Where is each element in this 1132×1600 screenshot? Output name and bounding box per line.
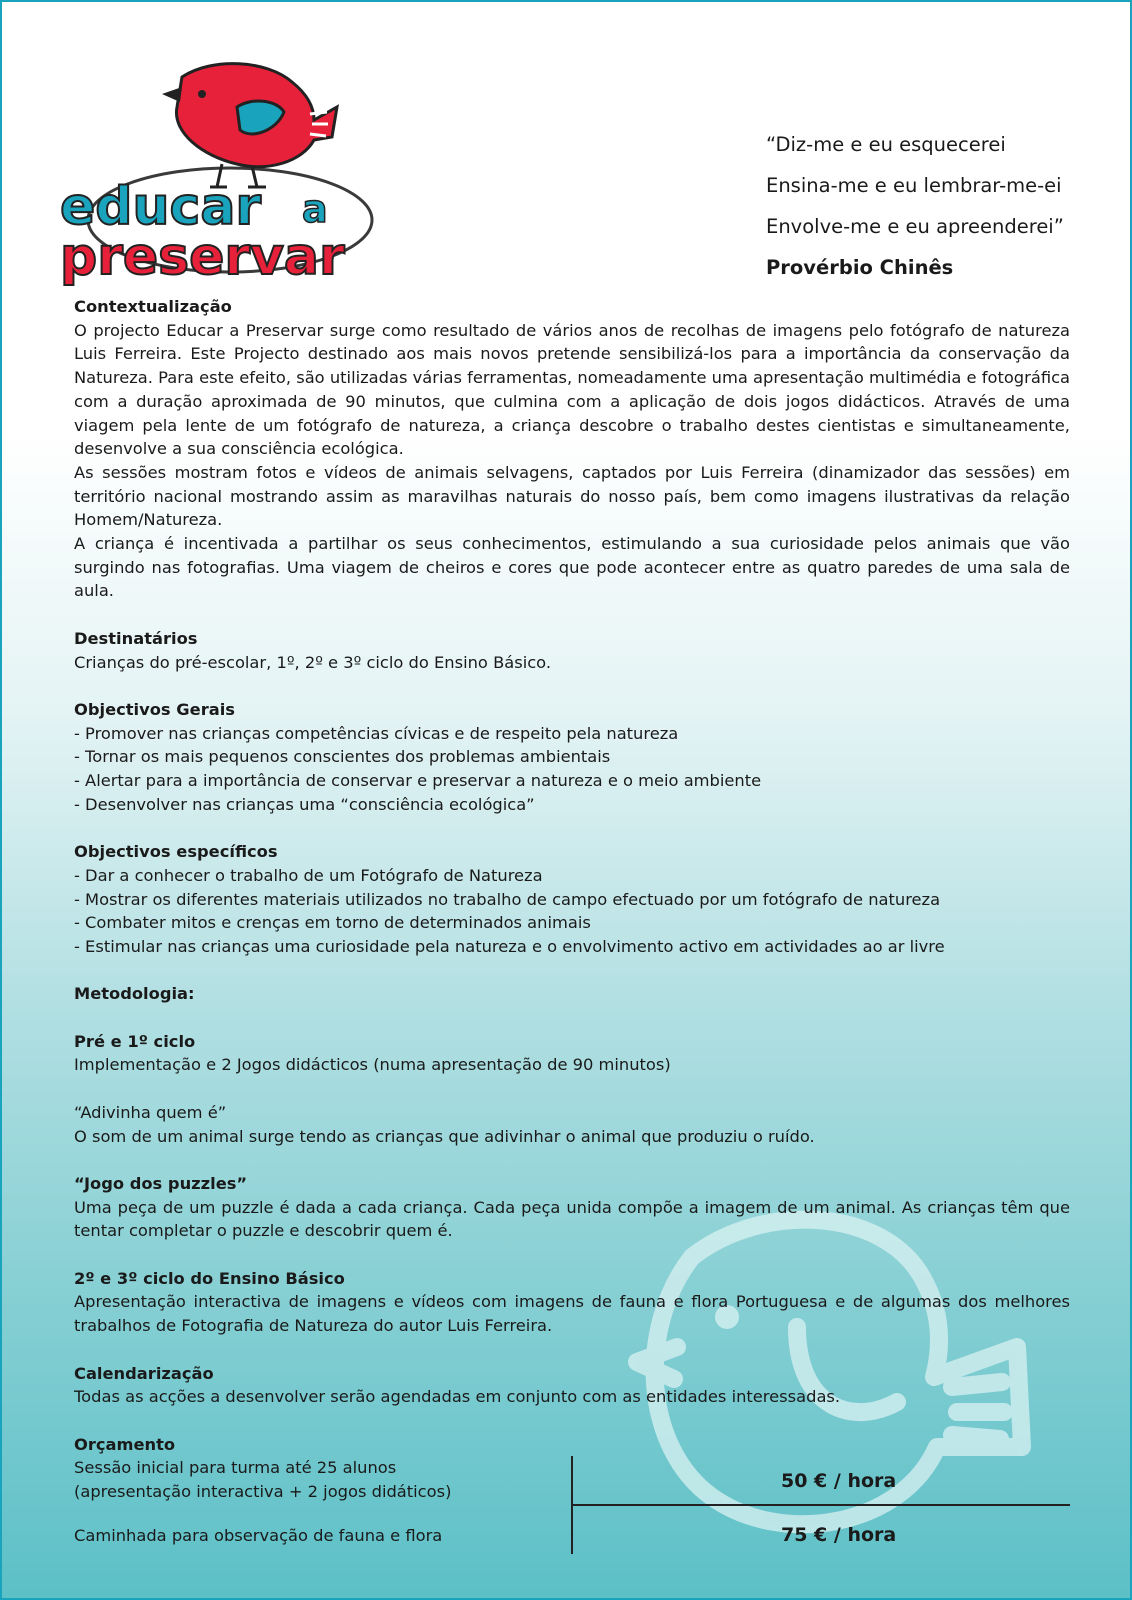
budget-row-1-line-1: Sessão inicial para turma até 25 alunos xyxy=(74,1458,397,1478)
basic-cycle-title: 2º e 3º ciclo do Ensino Básico xyxy=(74,1268,345,1288)
list-item: - Dar a conhecer o trabalho de um Fotógrafo de Natureza xyxy=(74,865,543,885)
budget-row-1-description xyxy=(74,1456,554,1503)
audience-title: Destinatários xyxy=(74,628,198,648)
game2-title: “Jogo dos puzzles” xyxy=(74,1173,248,1193)
budget-divider-horizontal xyxy=(571,1504,1070,1506)
methodology-title: Metodologia: xyxy=(74,984,195,1004)
list-item: - Desenvolver nas crianças uma “consciência ecológica” xyxy=(74,794,535,814)
budget-row-1-price: 50 € / hora xyxy=(781,1470,897,1493)
list-item: - Estimular nas crianças uma curiosidade pela natureza e o envolvimento activo em actividades ao ar livre xyxy=(74,936,945,956)
main-content xyxy=(74,295,1070,1568)
budget-title: Orçamento xyxy=(74,1434,176,1454)
context-paragraph-1: O projecto Educar a Preservar surge como resultado de vários anos de recolhas de imagens pelo fotógrafo de natureza Luis Ferreira. Este Projecto destinado aos mais novos pretende sensibilizá-los para a importância da conservação da Natureza. Para este efeito, são utilizadas várias ferramentas, nomeadamente uma apresentação multimédia e fotográfica com a duração aproximada de 90 minutos, que culmina com a aplicação de dois jogos didácticos. Através de uma viagem pela lente de um fotógrafo de natureza, a criança descobre o trabalho destes cientistas e simultaneamente, desenvolve a sua consciência ecológica. xyxy=(74,320,1070,459)
schedule-title: Calendarização xyxy=(74,1363,214,1383)
general-goals-list xyxy=(74,722,1070,817)
list-item: - Tornar os mais pequenos conscientes dos problemas ambientais xyxy=(74,747,611,767)
logo-word-educar: educar xyxy=(60,177,262,237)
list-item: - Alertar para a importância de conservar e preservar a natureza e o meio ambiente xyxy=(74,771,762,791)
pre-cycle-title: Pré e 1º ciclo xyxy=(74,1031,196,1051)
logo-word-a: a xyxy=(302,187,328,231)
budget-row-1-line-2: (apresentação interactiva + 2 jogos didáticos) xyxy=(74,1482,452,1501)
general-goals-title: Objectivos Gerais xyxy=(74,699,235,719)
budget-table xyxy=(74,1456,1070,1568)
quote-line-1: “Diz-me e eu esquecerei xyxy=(766,133,1006,156)
proverb-quote xyxy=(766,124,1106,288)
game1-text: O som de um animal surge tendo as crianças que adivinhar o animal que produziu o ruído. xyxy=(74,1126,815,1146)
context-paragraph-2: As sessões mostram fotos e vídeos de animais selvagens, captados por Luis Ferreira (dinamizador das sessões) em território nacional mostrando assim as maravilhas naturais do nosso país, bem como imagens ilustrativas da relação Homem/Natureza. xyxy=(74,462,1070,530)
logo-word-preservar: preservar xyxy=(60,227,345,287)
budget-row-2-price: 75 € / hora xyxy=(781,1524,897,1547)
budget-row-2-description: Caminhada para observação de fauna e flora xyxy=(74,1526,443,1546)
specific-goals-list xyxy=(74,864,1070,959)
schedule-text: Todas as acções a desenvolver serão agendadas em conjunto com as entidades interessadas. xyxy=(74,1387,841,1407)
quote-author: Provérbio Chinês xyxy=(766,256,954,279)
quote-line-2: Ensina-me e eu lembrar-me-ei xyxy=(766,174,1062,197)
audience-text: Crianças do pré-escolar, 1º, 2º e 3º ciclo do Ensino Básico. xyxy=(74,652,552,672)
context-title: Contextualização xyxy=(74,297,232,316)
context-paragraph-3: A criança é incentivada a partilhar os seus conhecimentos, estimulando a sua curiosidade pelos animais que vão surgindo nas fotografias. Uma viagem de cheiros e cores que pode acontecer entre as quatro paredes de uma sala de aula. xyxy=(74,534,1070,601)
quote-line-3: Envolve-me e eu apreenderei” xyxy=(766,215,1064,238)
list-item: - Combater mitos e crenças em torno de determinados animais xyxy=(74,913,591,933)
specific-goals-title: Objectivos específicos xyxy=(74,842,278,862)
list-item: - Mostrar os diferentes materiais utilizados no trabalho de campo efectuado por um fotógrafo de natureza xyxy=(74,889,941,909)
basic-cycle-text: Apresentação interactiva de imagens e vídeos com imagens de fauna e flora Portuguesa e de algumas dos melhores trabalhos de Fotografia de Natureza do autor Luis Ferreira. xyxy=(74,1292,1070,1336)
game2-text: Uma peça de um puzzle é dada a cada criança. Cada peça unida compõe a imagem de um animal. As crianças têm que tentar completar o puzzle e descobrir quem é. xyxy=(74,1197,1070,1241)
list-item: - Promover nas crianças competências cívicas e de respeito pela natureza xyxy=(74,723,679,743)
educar-a-preservar-logo xyxy=(52,52,382,292)
pre-cycle-text: Implementação e 2 Jogos didácticos (numa apresentação de 90 minutos) xyxy=(74,1055,671,1075)
game1-title: “Adivinha quem é” xyxy=(74,1102,227,1122)
